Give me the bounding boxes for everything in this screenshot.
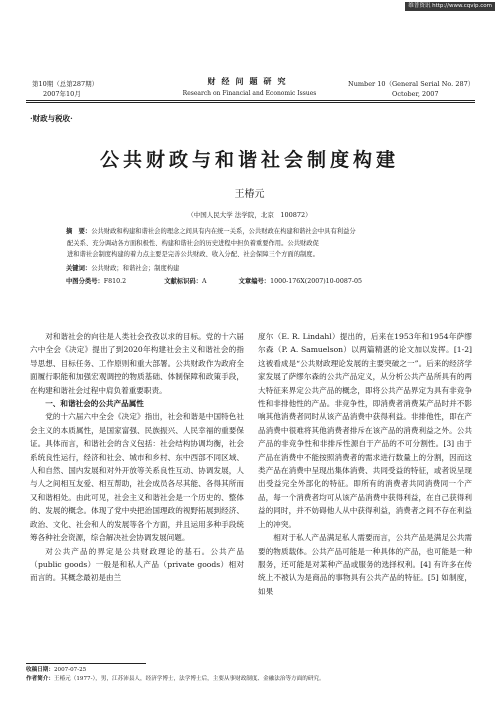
footnote: [26, 666, 475, 684]
paragraph: 相对于私人产品满足私人需要而言，公共产品是满足公共需要的物质载体。公共产品可能是一种具体的产品，也可能是一种服务，还可能是对某种产品或服务的选择权利。[4] 有许多在传统上不被认为是商品的事物具有公共产品的特征。[5] 如制度，如果: [258, 533, 472, 596]
issue-number-en: Number 10（General Serial No. 287）: [348, 80, 475, 88]
paragraph: 党的十六届六中全会《决定》指出，社会和谐是中国特色社会主义的本质属性，是国家富强、民族振兴、人民幸福的重要保证。具体而言，和谐社会的含义包括：社会结构协调均衡，社会系统良性运行，经济和社会、城市和乡村、东中西部不同区域、人和自然、国内发展和对外开放等关系良性互动、协调发展，人与人之间相互友爱、相互帮助，社会成员各尽其能、各得其所而又和谐相处。由此可见，社会主义和谐社会是一个历史的、整体的、发展的概念。体现了党中央把治国理政的视野拓展到经济、政治、文化、社会和人的发展等各个方面，并且运用多种手段统筹各种社会资源，综合解决社会协调发展问题。: [30, 412, 244, 543]
author-name: 王椿元: [234, 189, 265, 200]
abstract-line-2: 配关系、充分调动各方面积极性、构建和谐社会的历史进程中担负着重要作用。公共财政促: [67, 239, 319, 247]
clc-number: F810.2: [103, 278, 127, 285]
left-column: [30, 330, 244, 585]
received-date: 收稿日期：2007-07-25: [26, 667, 87, 673]
abstract-line-3: 进和谐社会制度构建的着力点主要是完善公共财政、收入分配、社会保障三个方面的制度。: [67, 251, 319, 258]
right-column: [258, 330, 472, 598]
author-bio: 作者简介：王椿元（1977-），男，江苏沛县人，经济学博士，法学博士后，主要从事财政制度、金融法治等方面的研究。: [26, 676, 325, 682]
paragraph: 度尔（E. R. Lindahl）提出的，后来在1953年和1954年萨缪尔森（P. A. Samuelson）以两篇精湛的论文加以发挥。[1-2] 这被看成是“公共财政理论发展的主要突破之一”。后来的经济学家发展了萨缪尔森的公共产品定义，从分析公共产品所具有的两大特征来界定公共产品的概念，即将公共产品界定为具有非竞争性和非排他性的产品。非竞争性，即消费者消费某产品时并不影响其他消费者同时从该产品消费中获得利益。非排他性，即在产品消费中很难将其他消费者排斥在该产品的消费利益之外。公共产品的非竞争性和非排斥性源自于产品的不可分割性。[3] 由于产品在消费中不能按照消费者的需求进行数量上的分割，因而这类产品在消费中呈现出集体消费、共同受益的特征，或者说呈现出受益完全外部化的特征。即所有的消费者共同消费同一个产品，每一个消费者均可从该产品消费中获得利益，在自己获得利益的同时，并不妨碍他人从中获得利益，消费者之间不存在利益上的冲突。: [258, 332, 472, 529]
classification-line: 中图分类号：F810.2 文献标识码：A 文章编号：1000-176X(2007)10-0087-05: [66, 278, 362, 285]
abstract-line-1: 摘 要：公共财政和构建和谐社会的理念之间具有内在统一关系，公共财政在构建和谐社会中具有利益分: [66, 228, 356, 235]
keywords-label: 关键词：: [66, 265, 92, 272]
footnote-rule: [26, 663, 146, 664]
article-title: 公共财政与和谐社会制度构建: [99, 149, 399, 171]
paragraph: 对公共产品的界定是公共财政理论的基石。公共产品（public goods）一般是和私人产品（private goods）相对而言的。其概念最初是由兰: [30, 546, 244, 583]
watermark-stamp: 维普资讯 http://www.cqvip.com: [405, 2, 495, 11]
article-number: 1000-176X(2007)10-0087-05: [270, 278, 362, 285]
keywords-text: 公共财政；和谐社会；制度构建: [91, 265, 180, 272]
issue-number: 第10期（总第287期）: [32, 80, 99, 88]
journal-title-en: Research on Financial and Economic Issues: [182, 90, 317, 97]
document-code: A: [202, 278, 207, 285]
section-heading: 一、和谐社会的公共产品属性: [45, 399, 144, 409]
journal-title: 财经问题研究: [207, 76, 292, 86]
paragraph: 对和谐社会的向往是人类社会孜孜以求的目标。党的十六届六中全会《决定》提出了到2020年构建社会主义和谐社会的指导思想、目标任务、工作原则和重大部署。公共财政作为政府全面履行职能和加强宏观调控的物质基础、体制保障和政策手段，在构建和谐社会过程中肩负着重要职责。: [30, 332, 244, 395]
author-affiliation: （中国人民大学 法学院，北京 100872）: [187, 211, 312, 219]
abstract: [66, 226, 446, 261]
section-label: ·财政与税收·: [30, 114, 73, 123]
abstract-label: 摘 要：: [66, 228, 92, 235]
header-rule: [26, 100, 475, 101]
issue-date-en: October, 2007: [392, 90, 439, 98]
keywords: [66, 263, 446, 275]
issue-date: 2007年10月: [43, 90, 81, 98]
header-rule-thin: [26, 102, 475, 103]
